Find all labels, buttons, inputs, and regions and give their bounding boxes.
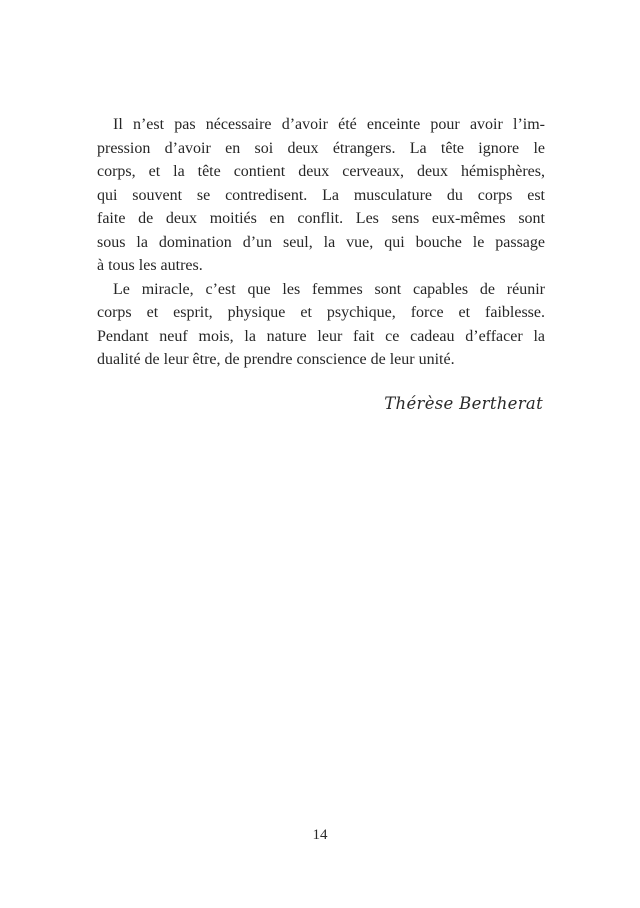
text-line: pression d’avoir en soi deux étrangers. La tête ignore le	[97, 139, 545, 157]
text-line: Pendant neuf mois, la nature leur fait ce cadeau d’effacer la	[97, 327, 545, 345]
paragraph	[97, 278, 545, 372]
text-line: corps et esprit, physique et psychique, force et faiblesse.	[97, 304, 545, 321]
text-line: Il n’est pas nécessaire d’avoir été enceinte pour avoir l’im-	[113, 116, 545, 133]
text-line: corps, et la tête contient deux cerveaux, deux hémisphères,	[97, 163, 545, 180]
text-line: dualité de leur être, de prendre conscience de leur unité.	[97, 351, 455, 368]
author-attribution: Thérèse Bertherat	[384, 393, 543, 413]
text-line: Le miracle, c’est que les femmes sont capables de réunir	[113, 280, 545, 298]
text-block	[97, 113, 545, 415]
paragraph	[97, 113, 545, 278]
text-line: qui souvent se contredisent. La musculature du corps est	[97, 186, 545, 204]
text-line: à tous les autres.	[97, 257, 203, 274]
text-line: faite de deux moitiés en conflit. Les sens eux-mêmes sont	[97, 210, 545, 227]
page-number: 14	[312, 827, 328, 843]
text-line: sous la domination d’un seul, la vue, qui bouche le passage	[97, 233, 545, 251]
